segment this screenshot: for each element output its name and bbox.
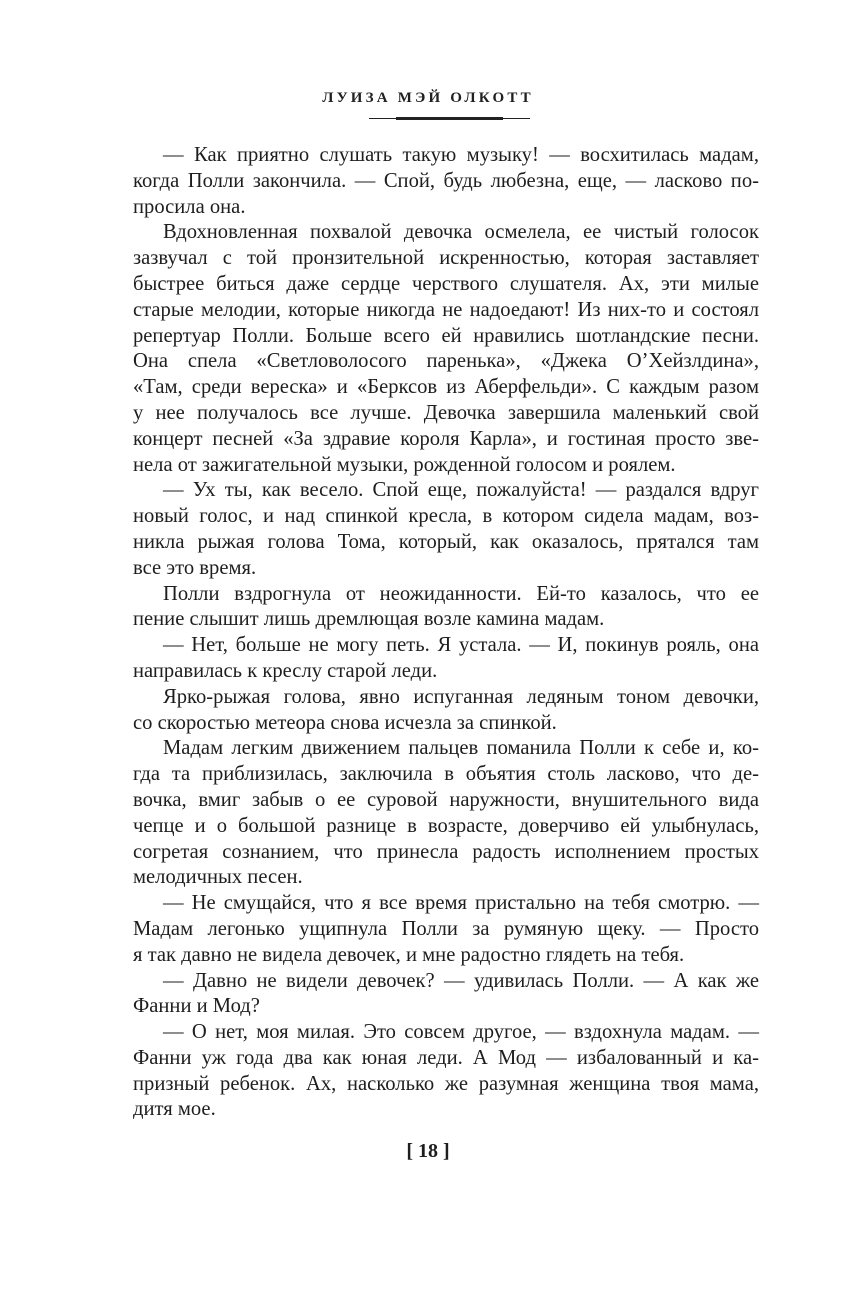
text-line: чепце и о большой разнице в возрасте, доверчиво ей улыбнулась,: [133, 814, 759, 837]
page-number: [ 18 ]: [406, 1140, 450, 1162]
text-line: Она спела «Светловолосого паренька», «Джека О’Хейзлдина»,: [133, 350, 759, 373]
text-line: мелодичных песен.: [133, 866, 303, 889]
body-text: [133, 143, 759, 1123]
text-line: гда та приблизилась, заключила в объятия столь ласково, что де-: [133, 763, 759, 786]
text-line: — Ух ты, как весело. Спой еще, пожалуйста! — раздался вдруг: [163, 479, 759, 502]
text-line: быстрее биться даже сердце черствого слушателя. Ах, эти милые: [133, 272, 759, 295]
text-line: нела от зажигательной музыки, рожденной голосом и роялем.: [133, 453, 676, 476]
text-line: Мадам легонько ущипнула Полли за румяную щеку. — Просто: [133, 917, 759, 940]
text-line: я так давно не видела девочек, и мне радостно глядеть на тебя.: [133, 943, 685, 966]
text-line: пение слышит лишь дремлющая возле камина мадам.: [133, 608, 605, 631]
text-line: — Давно не видели девочек? — удивилась Полли. — А как же: [163, 969, 759, 992]
text-line: новый голос, и над спинкой кресла, в котором сидела мадам, воз-: [133, 505, 759, 528]
text-line: просила она.: [133, 195, 246, 218]
text-line: зазвучал с той пронзительной искренностью, которая заставляет: [133, 247, 759, 270]
text-line: все это время.: [133, 556, 257, 579]
text-line: Полли вздрогнула от неожиданности. Ей-то казалось, что ее: [163, 582, 759, 605]
text-line: Ярко-рыжая голова, явно испуганная ледяным тоном девочки,: [163, 685, 759, 708]
text-line: — Нет, больше не могу петь. Я устала. — И, покинув рояль, она: [163, 634, 759, 657]
text-line: репертуар Полли. Больше всего ей нравились шотландские песни.: [133, 324, 759, 347]
text-line: Мадам легким движением пальцев поманила Полли к себе и, ко-: [163, 737, 759, 760]
text-line: никла рыжая голова Тома, который, как оказалось, прятался там: [133, 530, 759, 553]
text-line: старые мелодии, которые никогда не надоедают! Из них-то и состоял: [133, 298, 759, 321]
text-line: Фанни уж года два как юная леди. А Мод — избалованный и ка-: [133, 1046, 759, 1069]
text-line: вочка, вмиг забыв о ее суровой наружности, внушительного вида: [133, 788, 759, 811]
text-line: «Там, среди вереска» и «Берксов из Аберфельди». С каждым разом: [133, 376, 759, 399]
text-line: концерт песней «За здравие короля Карла», и гостиная просто зве-: [133, 427, 759, 450]
text-line: — О нет, моя милая. Это совсем другое, — вздохнула мадам. —: [163, 1021, 759, 1044]
text-line: направилась к креслу старой леди.: [133, 659, 438, 682]
text-line: когда Полли закончила. — Спой, будь любезна, еще, — ласково по-: [133, 169, 759, 192]
text-line: дитя мое.: [133, 1098, 216, 1121]
running-head-author: ЛУИЗА МЭЙ ОЛКОТТ: [322, 90, 534, 106]
header-rule-thick: [396, 117, 503, 120]
text-line: со скоростью метеора снова исчезла за спинкой.: [133, 711, 557, 734]
text-line: согретая сознанием, что принесла радость исполнением простых: [133, 840, 759, 863]
text-line: у нее получалось все лучше. Девочка завершила маленький свой: [133, 401, 759, 424]
text-line: — Не смущайся, что я все время пристально на тебя смотрю. —: [163, 892, 759, 915]
text-line: призный ребенок. Ах, насколько же разумная женщина твоя мама,: [133, 1072, 759, 1095]
text-line: Фанни и Мод?: [133, 995, 260, 1018]
text-line: Вдохновленная похвалой девочка осмелела, ее чистый голосок: [163, 221, 759, 244]
text-line: — Как приятно слушать такую музыку! — восхитилась мадам,: [163, 144, 759, 166]
